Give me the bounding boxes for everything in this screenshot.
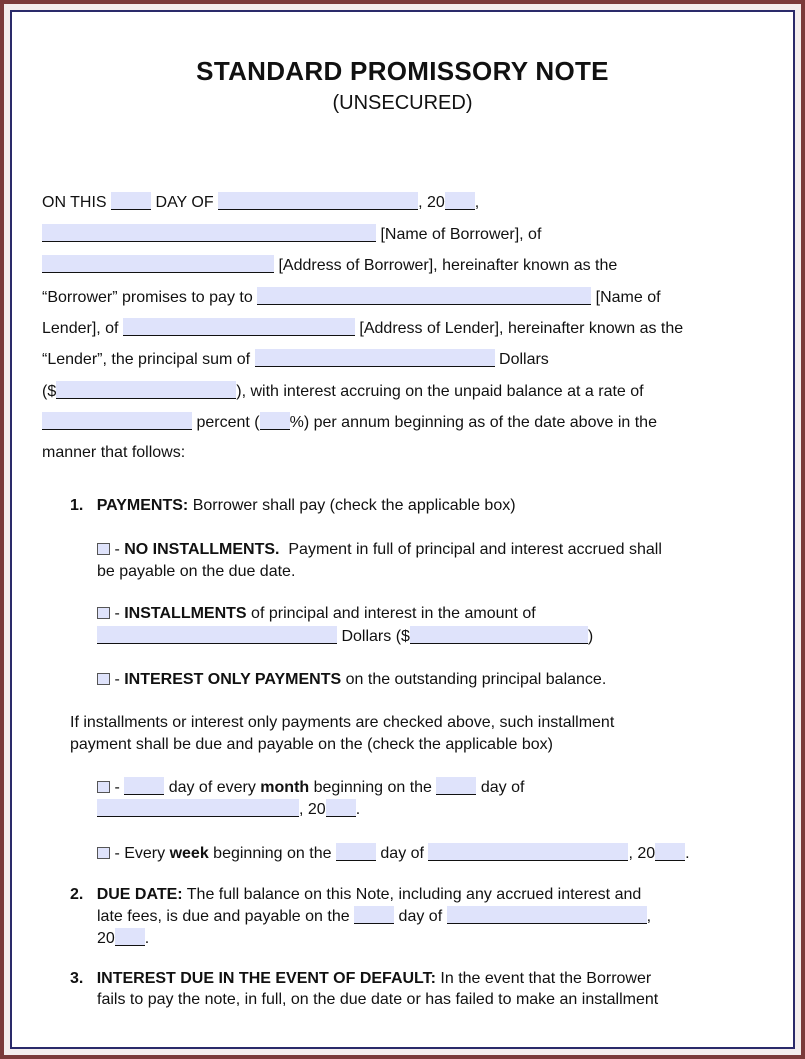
section-3-number: 3.: [70, 970, 84, 987]
label-year-prefix: , 20: [628, 845, 656, 862]
label-dollars: Dollars: [499, 351, 549, 368]
schedule-intro-line-1: If installments or interest only payments are checked above, such installment: [70, 714, 615, 731]
section-1-text: Borrower shall pay (check the applicable box): [192, 497, 516, 514]
due-month-field[interactable]: [447, 906, 647, 924]
label-period: .: [144, 930, 150, 947]
label-day-of: day of: [398, 908, 443, 925]
label-every: - Every: [114, 845, 166, 862]
monthly-start-year-field[interactable]: [326, 799, 356, 817]
section-2-number: 2.: [70, 886, 84, 903]
monthly-start-month-field[interactable]: [97, 799, 299, 817]
installment-amount-field[interactable]: [410, 626, 588, 644]
section-3-heading: [70, 969, 651, 989]
monthly-start-day-field[interactable]: [436, 777, 476, 795]
section-3-title: INTEREST DUE IN THE EVENT OF DEFAULT:: [96, 970, 436, 987]
label-installment-dollars: Dollars ($: [341, 628, 410, 645]
principal-amount-field[interactable]: [56, 381, 236, 399]
label-name-borrower: [Name of Borrower], of: [380, 226, 542, 243]
intro-line-4: [42, 287, 661, 308]
interest-only-label: INTEREST ONLY PAYMENTS: [124, 671, 342, 688]
label-close-paren: ): [587, 628, 594, 645]
label-year-prefix: 20: [97, 930, 115, 947]
section-1-heading: [70, 496, 516, 516]
installment-words-field[interactable]: [97, 626, 337, 644]
monthly-day-field[interactable]: [124, 777, 164, 795]
rate-words-field[interactable]: [42, 412, 192, 430]
label-month: month: [260, 779, 310, 796]
label-address-borrower: [Address of Borrower], hereinafter known as the: [278, 257, 618, 274]
document-title: STANDARD PROMISSORY NOTE: [196, 56, 609, 86]
section-2-line-1: The full balance on this Note, including any accrued interest and: [186, 886, 642, 903]
section-1-title: PAYMENTS:: [96, 497, 189, 514]
due-day-field[interactable]: [354, 906, 394, 924]
label-on-this: ON THIS: [42, 194, 107, 211]
interest-only-text: on the outstanding principal balance.: [345, 671, 607, 688]
weekly-start-month-field[interactable]: [428, 843, 628, 861]
section-3-line-1: In the event that the Borrower: [440, 970, 652, 987]
lender-address-field[interactable]: [123, 318, 355, 336]
label-principal-sum: “Lender”, the principal sum of: [42, 351, 251, 368]
year-field[interactable]: [445, 192, 475, 210]
no-installments-text: Payment in full of principal and interest accrued shall: [288, 541, 662, 558]
label-comma: ,: [646, 908, 652, 925]
installments-checkbox[interactable]: [97, 607, 110, 619]
month-field[interactable]: [218, 192, 418, 210]
label-name-lender: [Name of: [595, 289, 661, 306]
interest-only-checkbox[interactable]: [97, 673, 110, 685]
option-monthly: [97, 777, 524, 798]
installments-line-2: [97, 626, 593, 647]
due-year-field[interactable]: [115, 928, 145, 946]
option-installments: [97, 604, 536, 624]
option-no-installments: [97, 540, 662, 560]
label-year-prefix: , 20: [418, 194, 445, 211]
intro-line-3: [42, 255, 617, 276]
monthly-checkbox[interactable]: [97, 781, 110, 793]
rate-percent-field[interactable]: [260, 412, 290, 430]
dash: -: [114, 605, 125, 622]
intro-line-6: [42, 349, 549, 370]
no-installments-label: NO INSTALLMENTS.: [124, 541, 280, 558]
borrower-address-field[interactable]: [42, 255, 274, 273]
label-day-of: DAY OF: [155, 194, 214, 211]
label-interest-accruing: ), with interest accruing on the unpaid balance at a rate of: [236, 383, 644, 400]
weekly-start-day-field[interactable]: [336, 843, 376, 861]
dash: -: [114, 541, 125, 558]
label-year-prefix: , 20: [299, 801, 326, 818]
label-period: .: [685, 845, 690, 862]
section-2-heading: [70, 885, 641, 905]
weekly-start-year-field[interactable]: [655, 843, 685, 861]
schedule-intro-line-2: payment shall be due and payable on the (check the applicable box): [70, 736, 553, 753]
section-2-title: DUE DATE:: [96, 886, 183, 903]
label-lender-of: Lender], of: [42, 320, 119, 337]
intro-line-5: [42, 318, 683, 339]
label-day-of: day of: [380, 845, 424, 862]
label-period: .: [355, 801, 361, 818]
section-2-line-3: [97, 928, 149, 949]
intro-line-8: [42, 412, 657, 433]
monthly-line-2: [97, 799, 360, 820]
intro-line-9: manner that follows:: [42, 444, 186, 461]
principal-words-field[interactable]: [255, 349, 495, 367]
installments-text: of principal and interest in the amount of: [251, 605, 536, 622]
label-borrower-promises: “Borrower” promises to pay to: [42, 289, 253, 306]
lender-name-field[interactable]: [257, 287, 591, 305]
document-subtitle: (UNSECURED): [332, 92, 473, 114]
no-installments-checkbox[interactable]: [97, 543, 110, 555]
intro-line-2: [42, 224, 541, 245]
label-day-of: day of: [480, 779, 525, 796]
installments-label: INSTALLMENTS: [124, 605, 247, 622]
label-address-lender: [Address of Lender], hereinafter known as the: [359, 320, 684, 337]
weekly-checkbox[interactable]: [97, 847, 110, 859]
no-installments-line-2: be payable on the due date.: [97, 563, 296, 580]
intro-line-1: [42, 192, 479, 213]
label-percent: percent (: [196, 414, 260, 431]
dash: -: [114, 779, 120, 796]
label-due-on-the: late fees, is due and payable on the: [97, 908, 350, 925]
section-3-line-2: fails to pay the note, in full, on the due date or has failed to make an installment: [97, 991, 659, 1008]
day-field[interactable]: [111, 192, 151, 210]
label-comma: ,: [474, 194, 480, 211]
label-day-of-every: day of every: [168, 779, 256, 796]
borrower-name-field[interactable]: [42, 224, 376, 242]
section-1-number: 1.: [70, 497, 84, 514]
label-dollar-open: ($: [42, 383, 57, 400]
label-week: week: [169, 845, 209, 862]
option-weekly: [97, 843, 690, 864]
intro-line-7: [42, 381, 644, 402]
option-interest-only: [97, 670, 606, 690]
label-per-annum: %) per annum beginning as of the date above in the: [289, 414, 657, 431]
label-beginning-on: beginning on the: [213, 845, 332, 862]
section-2-line-2: [97, 906, 651, 927]
dash: -: [114, 671, 125, 688]
label-beginning-on: beginning on the: [313, 779, 432, 796]
